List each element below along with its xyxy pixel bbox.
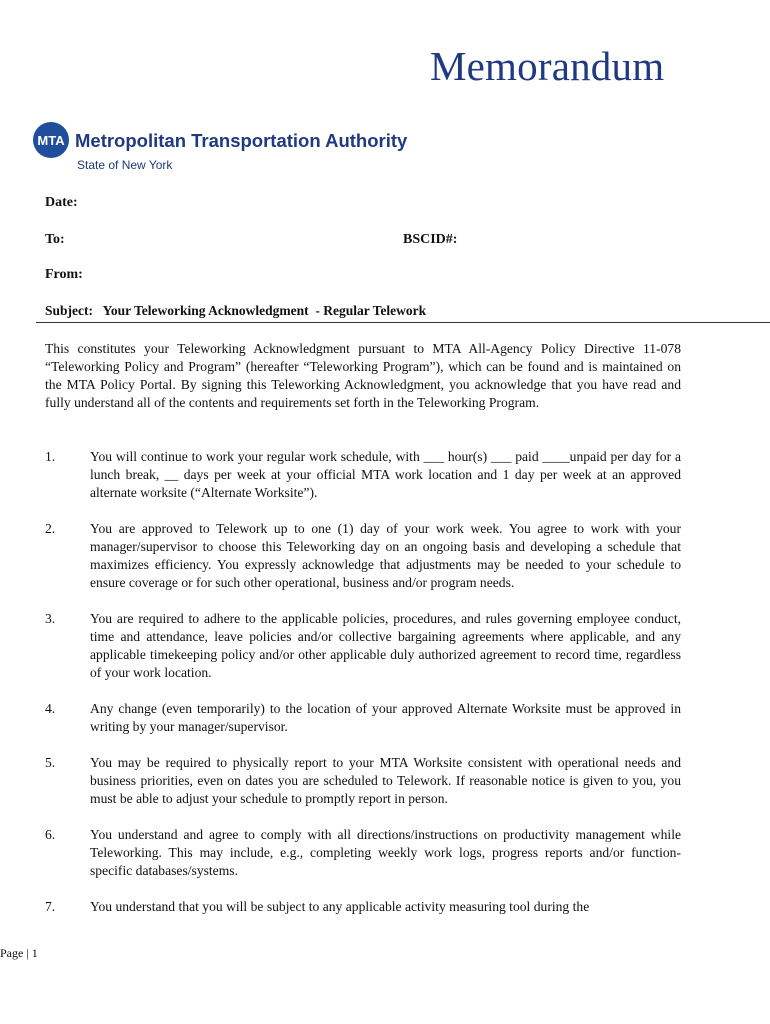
item-text: You are required to adhere to the applicable policies, procedures, and rules governing employee conduct, time and attendance, leave policies and/or collective bargaining agreements where applicable, and any applicable timekeeping policy and/or other applicable duly authorized agreement to record time, regardless of your work location.: [90, 611, 681, 680]
item-text: You will continue to work your regular work schedule, with ___ hour(s) ___ paid ____unpaid per day for a lunch break, __ days per week at your official MTA work location and 1 day per week at an approved alternate worksite (“Alternate Worksite”).: [90, 449, 681, 500]
list-item: [45, 700, 681, 736]
item-text: You may be required to physically report to your MTA Worksite consistent with operational needs and business priorities, even on dates you are scheduled to Telework. If reasonable notice is given to you, you must be able to adjust your schedule to promptly report in person.: [90, 755, 681, 806]
item-text: You understand that you will be subject to any applicable activity measuring tool during the: [90, 899, 590, 914]
header-divider: [36, 322, 770, 323]
item-text: You understand and agree to comply with all directions/instructions on productivity management while Teleworking. This may include, e.g., completing weekly work logs, progress reports and/or function-specific databases/systems.: [90, 827, 681, 878]
item-number: 5.: [45, 755, 56, 770]
intro-paragraph: This constitutes your Teleworking Acknowledgment pursuant to MTA All-Agency Policy Directive 11-078 “Teleworking Policy and Program” (hereafter “Teleworking Program”), which can be found and is maintained on the MTA Policy Portal. By signing this Teleworking Acknowledgment, you acknowledge that you have read and fully understand all of the contents and requirements set forth in the Teleworking Program.: [45, 341, 681, 410]
item-number: 4.: [45, 701, 56, 716]
org-subtitle: State of New York: [77, 158, 173, 172]
list-item: [45, 448, 681, 502]
memo-title: Memorandum: [430, 43, 665, 89]
list-item: [45, 520, 681, 592]
acknowledgment-list: [45, 448, 681, 916]
item-number: 3.: [45, 611, 56, 626]
bscid-label: BSCID#:: [403, 232, 458, 247]
item-text: You are approved to Telework up to one (1) day of your work week. You agree to work with your manager/supervisor to choose this Teleworking day on an ongoing basis and developing a schedule that maximizes efficiency. You expressly acknowledge that adjustments may be needed to your schedule to ensure coverage or for such other operational, business and/or program needs.: [90, 521, 681, 590]
mta-logo: [33, 122, 69, 158]
to-label: To:: [45, 232, 65, 247]
list-item: [45, 898, 681, 916]
list-item: [45, 754, 681, 808]
page-number: Page | 1: [0, 946, 38, 960]
item-number: 1.: [45, 449, 56, 464]
item-number: 2.: [45, 521, 56, 536]
list-item: [45, 610, 681, 682]
from-label: From:: [45, 267, 83, 282]
org-name: Metropolitan Transportation Authority: [75, 130, 408, 151]
item-number: 6.: [45, 827, 56, 842]
item-text: Any change (even temporarily) to the location of your approved Alternate Worksite must be approved in writing by your manager/supervisor.: [90, 701, 681, 734]
logo-text: MTA: [37, 133, 65, 148]
subject-line: Subject: Your Teleworking Acknowledgment - Regular Telework: [45, 303, 427, 318]
list-item: [45, 826, 681, 880]
item-number: 7.: [45, 899, 56, 914]
date-label: Date:: [45, 195, 78, 210]
